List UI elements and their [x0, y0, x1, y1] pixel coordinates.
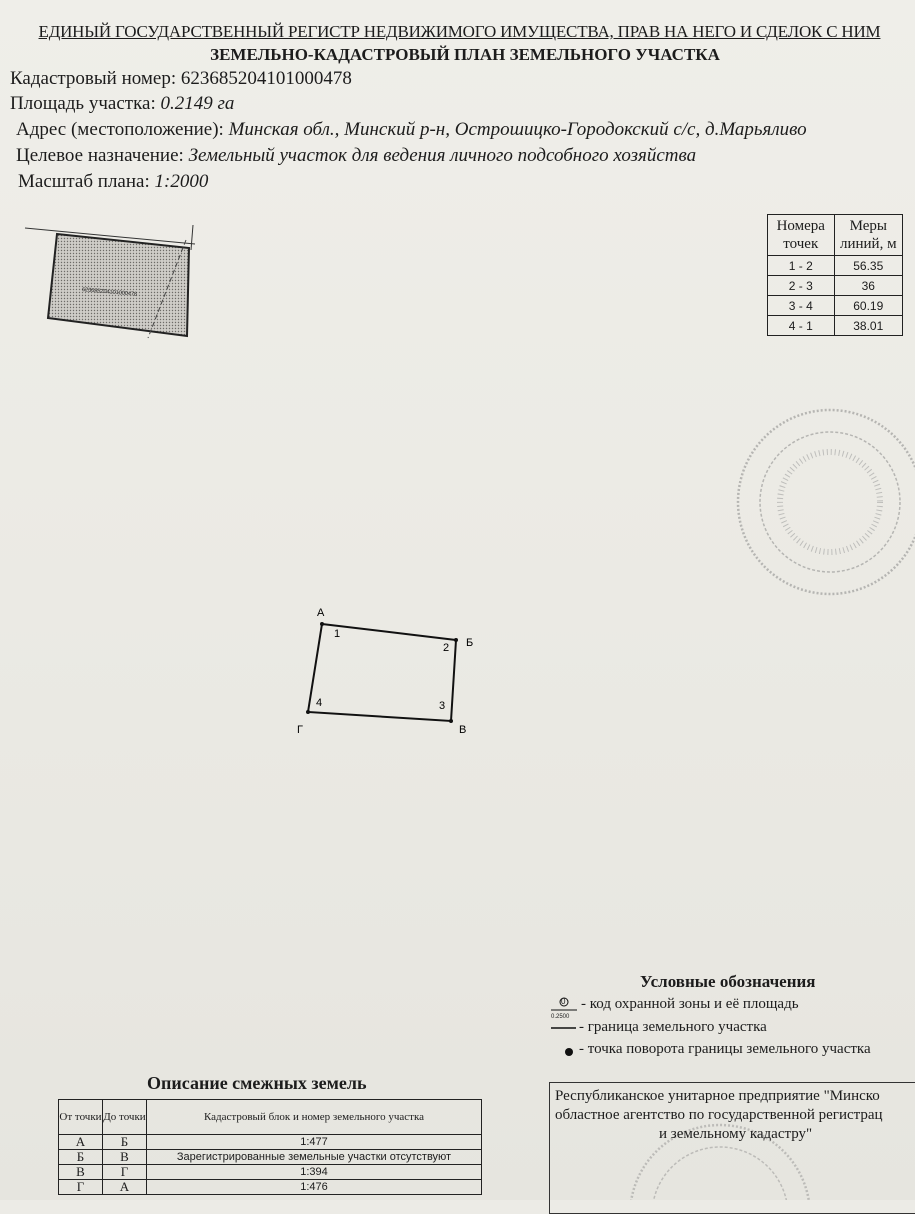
table-row — [768, 276, 903, 296]
overview-map — [25, 225, 195, 338]
cadastral-block-header: Кадастровый блок и номер земельного участка — [147, 1100, 482, 1135]
to-point-cell: Г — [103, 1165, 147, 1180]
measure-cell: 60.19 — [834, 296, 902, 316]
agency-line: Республиканское унитарное предприятие "Минско — [555, 1088, 880, 1104]
legend-item-turning-point: - точка поворота границы земельного участка — [579, 1041, 871, 1057]
stamp-core — [780, 452, 880, 552]
legend-item-zone: - код охранной зоны и её площадь — [581, 996, 799, 1012]
corner-letter-a: А — [317, 607, 325, 619]
turning-point — [320, 622, 324, 626]
zone-symbol-number: 0 — [561, 997, 566, 1006]
points-header: Номера точек — [768, 215, 835, 256]
adjacent-lands-table — [58, 1099, 482, 1195]
registry-title: ЕДИНЫЙ ГОСУДАРСТВЕННЫЙ РЕГИСТР НЕДВИЖИМОГО ИМУЩЕСТВА, ПРАВ НА НЕГО И СДЕЛОК С НИМ — [38, 22, 881, 41]
plan-title: ЗЕМЕЛЬНО-КАДАСТРОВЫЙ ПЛАН ЗЕМЕЛЬНОГО УЧАСТКА — [210, 45, 720, 64]
measure-cell: 38.01 — [834, 316, 902, 336]
stamp-outer-ring — [738, 410, 915, 594]
points-cell: 3 - 4 — [768, 296, 835, 316]
parcel-plan — [297, 607, 473, 736]
area-label: Площадь участка: — [10, 93, 156, 114]
points-cell: 1 - 2 — [768, 256, 835, 276]
corner-number-4: 4 — [316, 697, 323, 709]
legend-title: Условные обозначения — [640, 972, 816, 991]
turning-point — [454, 638, 458, 642]
scale-label: Масштаб плана: — [18, 171, 150, 192]
cadastral-block-cell: 1:477 — [147, 1135, 482, 1150]
to-point-cell: А — [103, 1180, 147, 1195]
corner-number-2: 2 — [443, 642, 450, 654]
overview-parcel-label: 623685204101000478 — [81, 287, 138, 298]
to-point-cell: Б — [103, 1135, 147, 1150]
points-cell: 4 - 1 — [768, 316, 835, 336]
table-row — [59, 1135, 482, 1150]
overview-parcel — [48, 234, 189, 336]
to-point-cell: В — [103, 1150, 147, 1165]
agency-name — [555, 1087, 915, 1144]
cadastral-label: Кадастровый номер: — [10, 68, 177, 89]
legend-symbols — [551, 998, 577, 1056]
turning-point-symbol — [565, 1048, 573, 1056]
points-cell: 2 - 3 — [768, 276, 835, 296]
table-row — [59, 1165, 482, 1180]
table-row — [59, 1180, 482, 1195]
table-row — [768, 256, 903, 276]
parcel-boundary — [308, 624, 456, 721]
agency-line: и земельному кадастру" — [659, 1126, 813, 1142]
corner-letter-b: Б — [466, 637, 474, 649]
corner-letter-g: Г — [297, 724, 303, 736]
from-point-cell: Г — [59, 1180, 103, 1195]
table-row — [768, 296, 903, 316]
corner-number-3: 3 — [439, 700, 446, 712]
corner-number-1: 1 — [334, 628, 341, 640]
table-row — [768, 316, 903, 336]
purpose-label: Целевое назначение: — [16, 145, 184, 166]
corner-letter-v: В — [459, 724, 467, 736]
table-header-row — [768, 215, 903, 256]
table-row — [59, 1150, 482, 1165]
cadastral-block-cell: 1:394 — [147, 1165, 482, 1180]
legend-item-boundary: - граница земельного участка — [579, 1019, 767, 1035]
scale-value: 1:2000 — [154, 171, 209, 192]
line-measures-table — [767, 214, 903, 336]
to-point-header: До точки — [103, 1100, 147, 1135]
address-value: Минская обл., Минский р-н, Острошицко-Городокский с/с, д.Марьяливо — [228, 119, 807, 140]
from-point-header: От точки — [59, 1100, 103, 1135]
cadastral-value: 623685204101000478 — [180, 68, 352, 89]
from-point-cell: В — [59, 1165, 103, 1180]
from-point-cell: Б — [59, 1150, 103, 1165]
turning-point — [306, 710, 310, 714]
official-stamp — [738, 410, 915, 594]
table-header-row — [59, 1100, 482, 1135]
turning-point — [449, 719, 453, 723]
measure-cell: 56.35 — [834, 256, 902, 276]
adjacent-lands-title: Описание смежных земель — [147, 1073, 367, 1093]
measures-header: Меры линий, м — [834, 215, 902, 256]
address-label: Адрес (местоположение): — [16, 119, 224, 140]
cadastral-block-cell: Зарегистрированные земельные участки отсутствуют — [147, 1150, 482, 1165]
overview-boundary-line — [191, 225, 193, 250]
agency-line: областное агентство по государственной регистрац — [555, 1107, 883, 1123]
area-value: 0.2149 га — [160, 93, 235, 114]
zone-symbol-area: 0.2500 — [551, 1014, 570, 1020]
from-point-cell: А — [59, 1135, 103, 1150]
purpose-value: Земельный участок для ведения личного подсобного хозяйства — [188, 145, 697, 166]
measure-cell: 36 — [834, 276, 902, 296]
cadastral-block-cell: 1:476 — [147, 1180, 482, 1195]
